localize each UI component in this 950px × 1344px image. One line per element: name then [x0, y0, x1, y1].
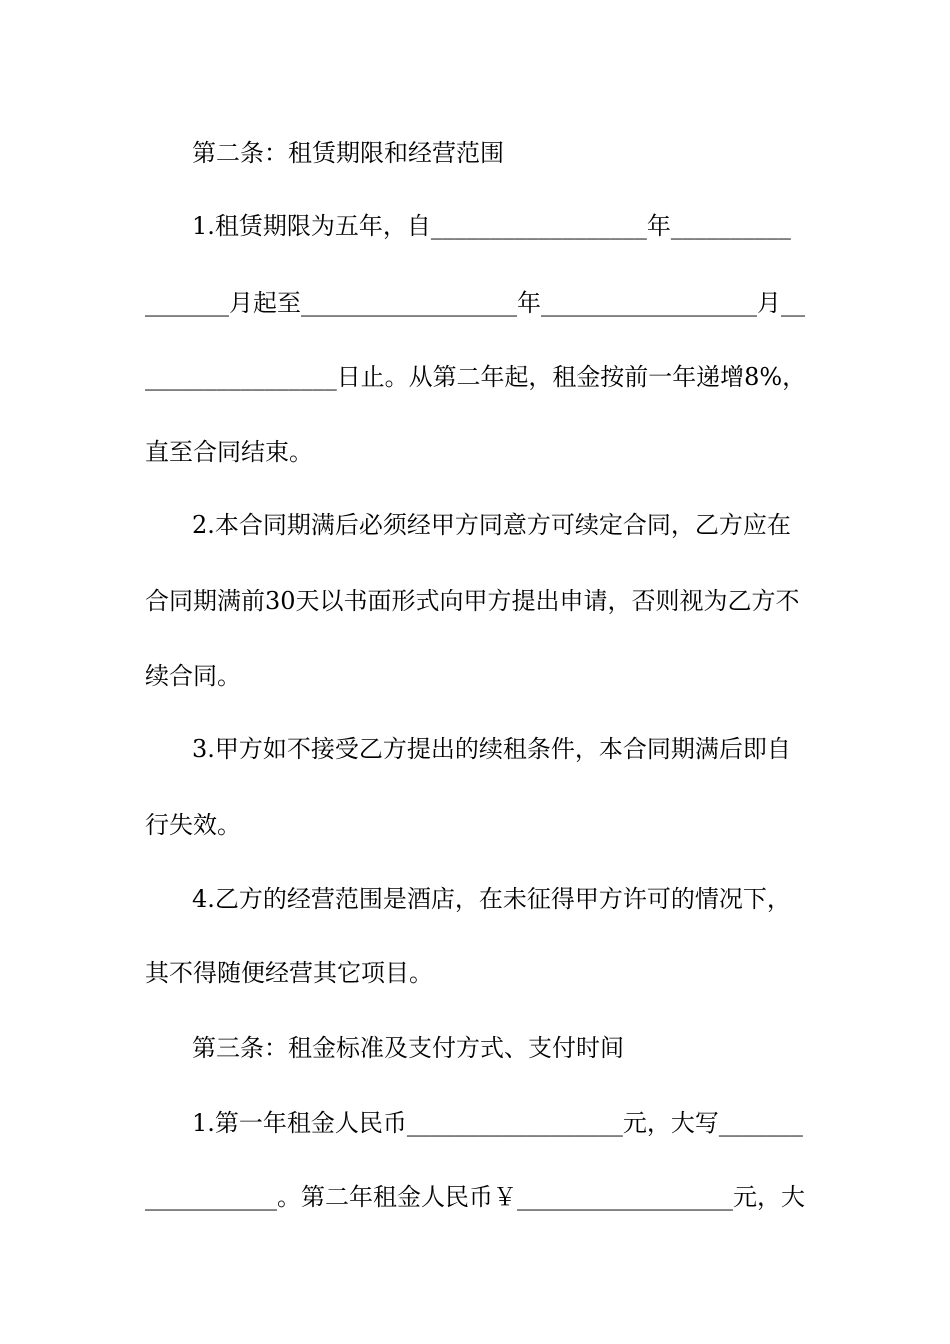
- paragraph-line: [0, 432, 950, 472]
- line-text: 第二条：租赁期限和经营范围: [192, 139, 504, 167]
- paragraph-line: [0, 581, 950, 621]
- line-text: 3.甲方如不接受乙方提出的续租条件，本合同期满后即自: [192, 735, 791, 763]
- line-text: 2.本合同期满后必须经甲方同意方可续定合同，乙方应在: [192, 511, 791, 539]
- line-text: 续合同。: [145, 662, 241, 690]
- paragraph-line: [0, 206, 950, 246]
- line-text: 行失效。: [145, 811, 241, 839]
- line-text: 1.租赁期限为五年，自__________________年__________: [192, 212, 791, 240]
- paragraph-line: [0, 357, 950, 397]
- article-2-heading: [0, 133, 950, 173]
- paragraph-line: [0, 1103, 950, 1143]
- line-text: 1.第一年租金人民币__________________元，大写_______: [192, 1109, 803, 1137]
- line-text: ________________日止。从第二年起，租金按前一年递增8%，: [145, 363, 807, 391]
- paragraph-line: [0, 805, 950, 845]
- line-text: _______月起至__________________年__________________月__: [145, 289, 805, 317]
- paragraph-line: [0, 879, 950, 919]
- line-text: 4.乙方的经营范围是酒店，在未征得甲方许可的情况下，: [192, 885, 791, 913]
- paragraph-line: [0, 505, 950, 545]
- line-text: ___________。第二年租金人民币￥__________________元，大: [145, 1183, 805, 1211]
- line-text: 第三条：租金标准及支付方式、支付时间: [192, 1034, 624, 1062]
- paragraph-line: [0, 953, 950, 993]
- paragraph-line: [0, 729, 950, 769]
- line-text: 合同期满前30天以书面形式向甲方提出申请，否则视为乙方不: [145, 587, 800, 615]
- article-3-heading: [0, 1028, 950, 1068]
- line-text: 其不得随便经营其它项目。: [145, 959, 433, 987]
- paragraph-line: [0, 1177, 950, 1217]
- line-text: 直至合同结束。: [145, 438, 313, 466]
- paragraph-line: [0, 283, 950, 323]
- paragraph-line: [0, 656, 950, 696]
